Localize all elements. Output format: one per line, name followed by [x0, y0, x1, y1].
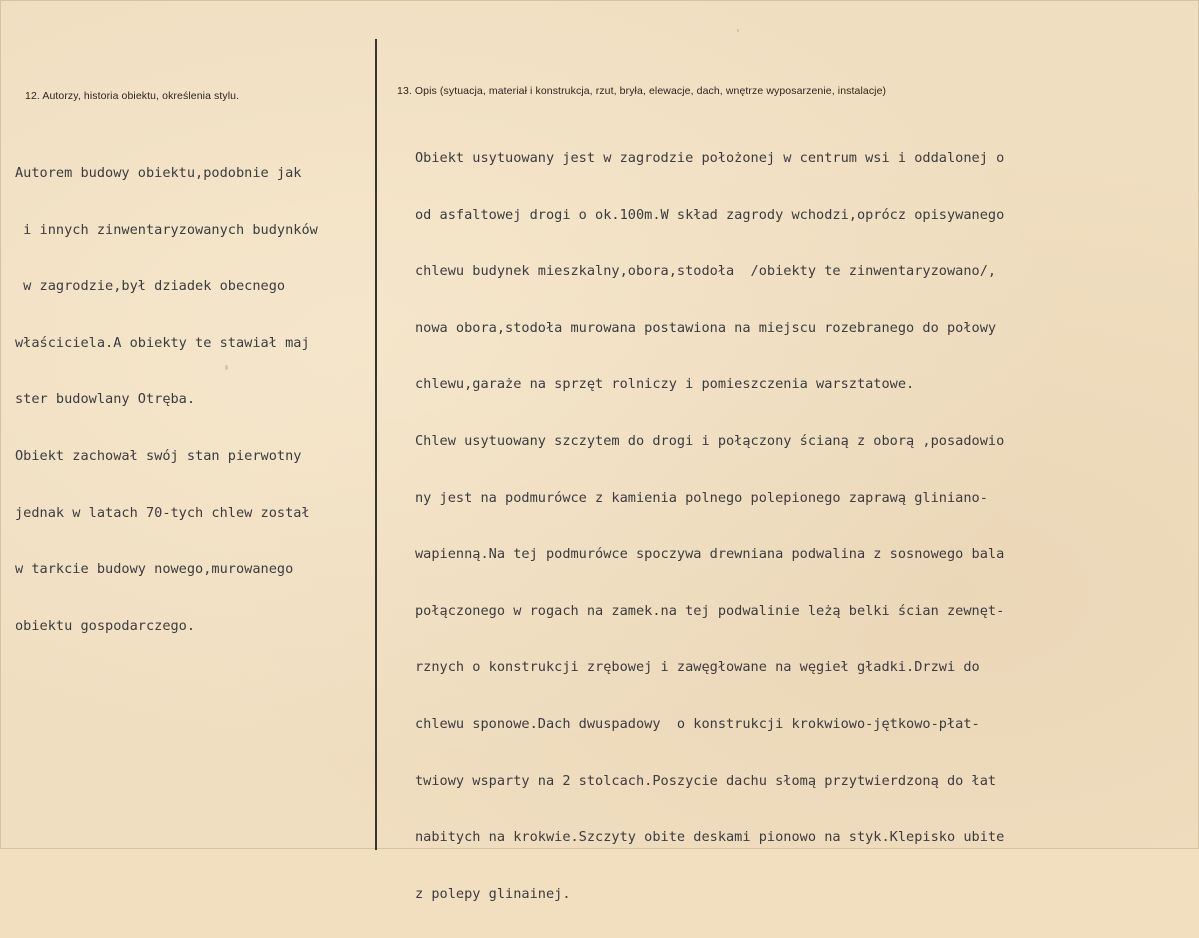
column-divider — [375, 39, 377, 850]
text-line: rznych o konstrukcji zrębowej i zawęgłowane na węgieł gładki.Drzwi do — [415, 659, 980, 676]
text-line: Autorem budowy obiektu,podobnie jak — [15, 165, 302, 181]
text-line: chlewu budynek mieszkalny,obora,stodoła /obiekty te zinwentaryzowano/, — [415, 263, 997, 280]
section-13-heading: 13. Opis (sytuacja, materiał i konstrukcja, rzut, bryła, elewacje, dach, wnętrze wyposarzenie, instalacje) — [397, 85, 887, 97]
text-line: ster budowlany Otręba. — [15, 391, 196, 408]
text-line: wapienną.Na tej podmurówce spoczywa drewniana podwalina z sosnowego bala — [415, 546, 1005, 563]
text-line: w zagrodzie,był dziadek obecnego — [15, 278, 286, 295]
text-line: Obiekt usytuowany jest w zagrodzie położonej w centrum wsi i oddalonej o — [415, 150, 1005, 166]
text-line: Chlew usytuowany szczytem do drogi i połączony ścianą z oborą ,posadowio — [415, 432, 1005, 449]
text-line: i innych zinwentaryzowanych budynków — [15, 221, 318, 238]
section-13-body — [415, 114, 1004, 938]
paper-speck — [225, 365, 228, 370]
text-line: ny jest na podmurówce z kamienia polnego polepionego zaprawą gliniano- — [415, 489, 988, 506]
text-line: jednak w latach 70-tych chlew został — [15, 504, 310, 521]
text-line: właściciela.A obiekty te stawiał maj — [15, 334, 310, 351]
text-line: połączonego w rogach na zamek.na tej podwalinie leżą belki ścian zewnęt- — [415, 602, 1005, 619]
text-line: nowa obora,stodoła murowana postawiona na miejscu rozebranego do połowy — [415, 319, 997, 336]
text-line: chlewu sponowe.Dach dwuspadowy o konstrukcji krokwiowo-jętkowo-płat- — [415, 715, 980, 732]
section-12-body — [15, 129, 318, 670]
text-line: nabitych na krokwie.Szczyty obite deskami pionowo na styk.Klepisko ubite — [415, 829, 1005, 846]
text-line: od asfaltowej drogi o ok.100m.W skład zagrody wchodzi,oprócz opisywanego — [415, 206, 1005, 223]
text-line: chlewu,garaże na sprzęt rolniczy i pomieszczenia warsztatowe. — [415, 376, 915, 393]
text-line: w tarkcie budowy nowego,murowanego — [15, 561, 294, 578]
text-line: z polepy glinainej. — [415, 885, 571, 902]
section-12-heading: 12. Autorzy, historia obiektu, określenia stylu. — [25, 90, 240, 102]
text-line: twiowy wsparty na 2 stolcach.Poszycie dachu słomą przytwierdzoną do łat — [415, 772, 997, 789]
text-line: obiektu gospodarczego. — [15, 617, 196, 634]
paper-speck — [737, 29, 739, 32]
text-line: Obiekt zachował swój stan pierwotny — [15, 447, 302, 464]
